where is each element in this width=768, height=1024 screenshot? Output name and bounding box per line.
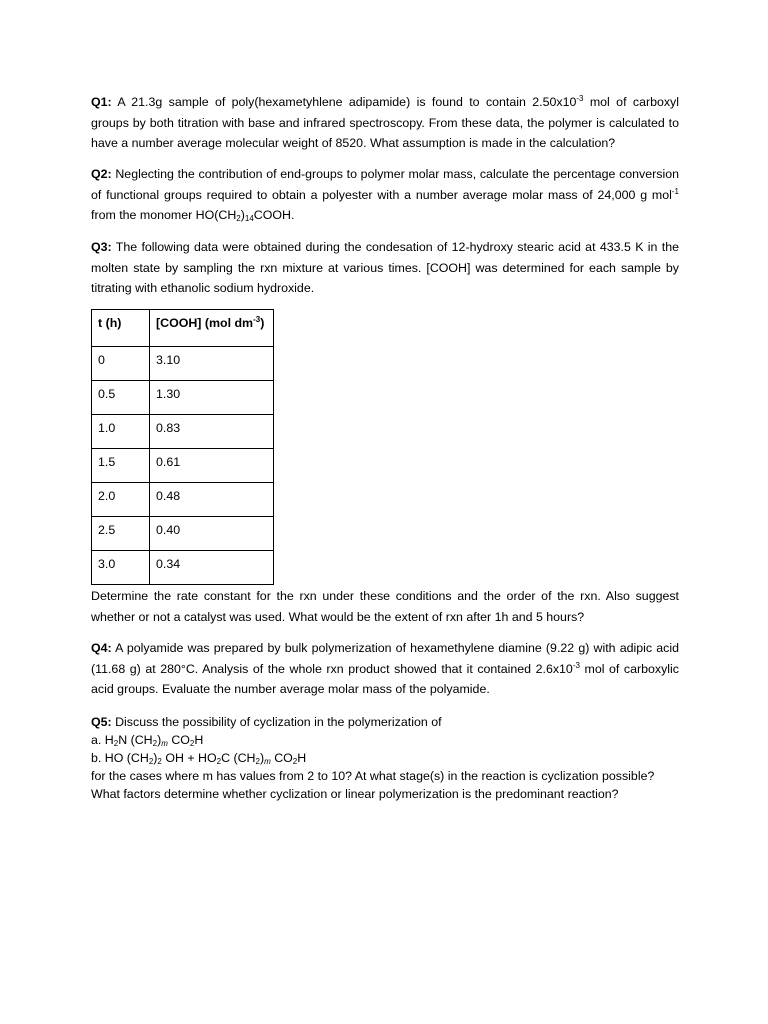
superscript: -3 bbox=[576, 94, 584, 103]
question-3 bbox=[91, 237, 679, 299]
question-text: mol of carboxylic acid groups. Evaluate the number average molar mass of the polyamide. bbox=[91, 661, 679, 696]
question-5-item-b bbox=[91, 749, 691, 767]
question-4 bbox=[91, 638, 679, 700]
subscript: 2 bbox=[189, 739, 195, 748]
subscript: m bbox=[264, 757, 271, 766]
formula-text: OH + HO bbox=[161, 751, 217, 765]
cell-concentration: 1.30 bbox=[150, 381, 274, 415]
formula-text: CO bbox=[270, 751, 293, 765]
table-header-row bbox=[92, 310, 274, 347]
subscript: 2 bbox=[152, 739, 158, 748]
subscript: m bbox=[161, 739, 168, 748]
question-text: Neglecting the contribution of end-groups to polymer molar mass, calculate the percentage conversion of functional groups required to obtain a polyester with a number average molar mass of 24,000 g mol bbox=[91, 167, 679, 202]
question-5-line-4: What factors determine whether cyclization or linear polymerization is the predominant reaction? bbox=[91, 787, 619, 801]
question-5-intro bbox=[91, 713, 691, 731]
formula-text: a. H bbox=[91, 733, 114, 747]
question-5-line-3: for the cases where m has values from 2 to 10? At what stage(s) in the reaction is cyclization possible? bbox=[91, 769, 655, 783]
formula-text: ) bbox=[259, 751, 265, 765]
superscript: -3 bbox=[572, 660, 580, 670]
formula-text: H bbox=[297, 751, 307, 765]
question-5-item-a bbox=[91, 731, 691, 749]
subscript: 2 bbox=[292, 757, 298, 766]
column-header-time: t (h) bbox=[92, 310, 150, 347]
cell-concentration: 0.34 bbox=[150, 551, 274, 585]
question-1 bbox=[91, 92, 679, 154]
header-text: [COOH] (mol dm bbox=[156, 316, 254, 330]
formula-text: ) bbox=[153, 751, 158, 765]
cell-time: 0.5 bbox=[92, 381, 150, 415]
cell-time: 1.0 bbox=[92, 415, 150, 449]
header-text: ) bbox=[260, 316, 265, 330]
question-text: The following data were obtained during the condesation of 12-hydroxy stearic acid at 433.5 K in the molten state by sampling the rxn mixture at various times. [COOH] was determined for each sample by titrating with ethanolic sodium hydroxide. bbox=[91, 240, 679, 295]
question-3-followup bbox=[91, 586, 679, 627]
table-row bbox=[92, 449, 274, 483]
cell-concentration: 0.40 bbox=[150, 517, 274, 551]
subscript: 14 bbox=[244, 214, 254, 223]
subscript: 2 bbox=[148, 757, 154, 766]
question-text: Determine the rate constant for the rxn under these conditions and the order of the rxn. Also suggest whether or not a catalyst was used. What would be the extent of rxn after 1h and 5 hours? bbox=[91, 589, 679, 624]
superscript: -1 bbox=[671, 186, 679, 196]
formula-text: b. HO (CH bbox=[91, 751, 149, 765]
formula-text: C (CH bbox=[221, 751, 256, 765]
question-text: ) bbox=[240, 208, 245, 222]
cell-time: 2.0 bbox=[92, 483, 150, 517]
formula-text: N (CH bbox=[118, 733, 153, 747]
question-text: COOH. bbox=[253, 208, 295, 222]
formula-text: ) bbox=[157, 733, 162, 747]
formula-text: CO bbox=[167, 733, 190, 747]
question-label: Q1: bbox=[91, 95, 112, 109]
column-header-concentration bbox=[150, 310, 274, 347]
table-row bbox=[92, 483, 274, 517]
question-label: Q2: bbox=[91, 167, 112, 181]
subscript: 2 bbox=[236, 214, 241, 223]
cell-time: 3.0 bbox=[92, 551, 150, 585]
subscript: 2 bbox=[255, 757, 260, 766]
table-row bbox=[92, 415, 274, 449]
question-text: A 21.3g sample of poly(hexametyhlene adipamide) is found to contain 2.50x10 bbox=[111, 95, 577, 109]
table-row bbox=[92, 381, 274, 415]
question-2 bbox=[91, 164, 679, 226]
superscript: -3 bbox=[253, 315, 261, 324]
question-label: Q5: bbox=[91, 715, 112, 729]
table-row bbox=[92, 551, 274, 585]
cell-concentration: 0.83 bbox=[150, 415, 274, 449]
cell-time: 1.5 bbox=[92, 449, 150, 483]
question-label: Q4: bbox=[91, 641, 112, 655]
formula-text: H bbox=[194, 733, 204, 747]
cell-concentration: 3.10 bbox=[150, 347, 274, 381]
table-row bbox=[92, 517, 274, 551]
table-body bbox=[92, 347, 274, 585]
question-label: Q3: bbox=[91, 240, 112, 254]
question-text: mol of carboxyl groups by both titration with base and infrared spectroscopy. From these data, the polymer is calculated to have a number average molecular weight of 8520. What assumption is made in the calculation? bbox=[91, 95, 680, 150]
cell-concentration: 0.61 bbox=[150, 449, 274, 483]
question-text: from the monomer HO(CH bbox=[91, 208, 237, 222]
question-text: A polyamide was prepared by bulk polymerization of hexamethylene diamine (9.22 g) with adipic acid (11.68 g) at 280°C. Analysis of the whole rxn product showed that it contained 2.6x10 bbox=[91, 641, 679, 676]
table-row bbox=[92, 347, 274, 381]
subscript: 2 bbox=[113, 739, 119, 748]
cell-time: 0 bbox=[92, 347, 150, 381]
question-5 bbox=[91, 713, 691, 803]
question-text: Discuss the possibility of cyclization in the polymerization of bbox=[111, 715, 442, 729]
subscript: 2 bbox=[157, 757, 162, 766]
data-table bbox=[91, 309, 274, 585]
subscript: 2 bbox=[216, 757, 222, 766]
cell-time: 2.5 bbox=[92, 517, 150, 551]
cell-concentration: 0.48 bbox=[150, 483, 274, 517]
